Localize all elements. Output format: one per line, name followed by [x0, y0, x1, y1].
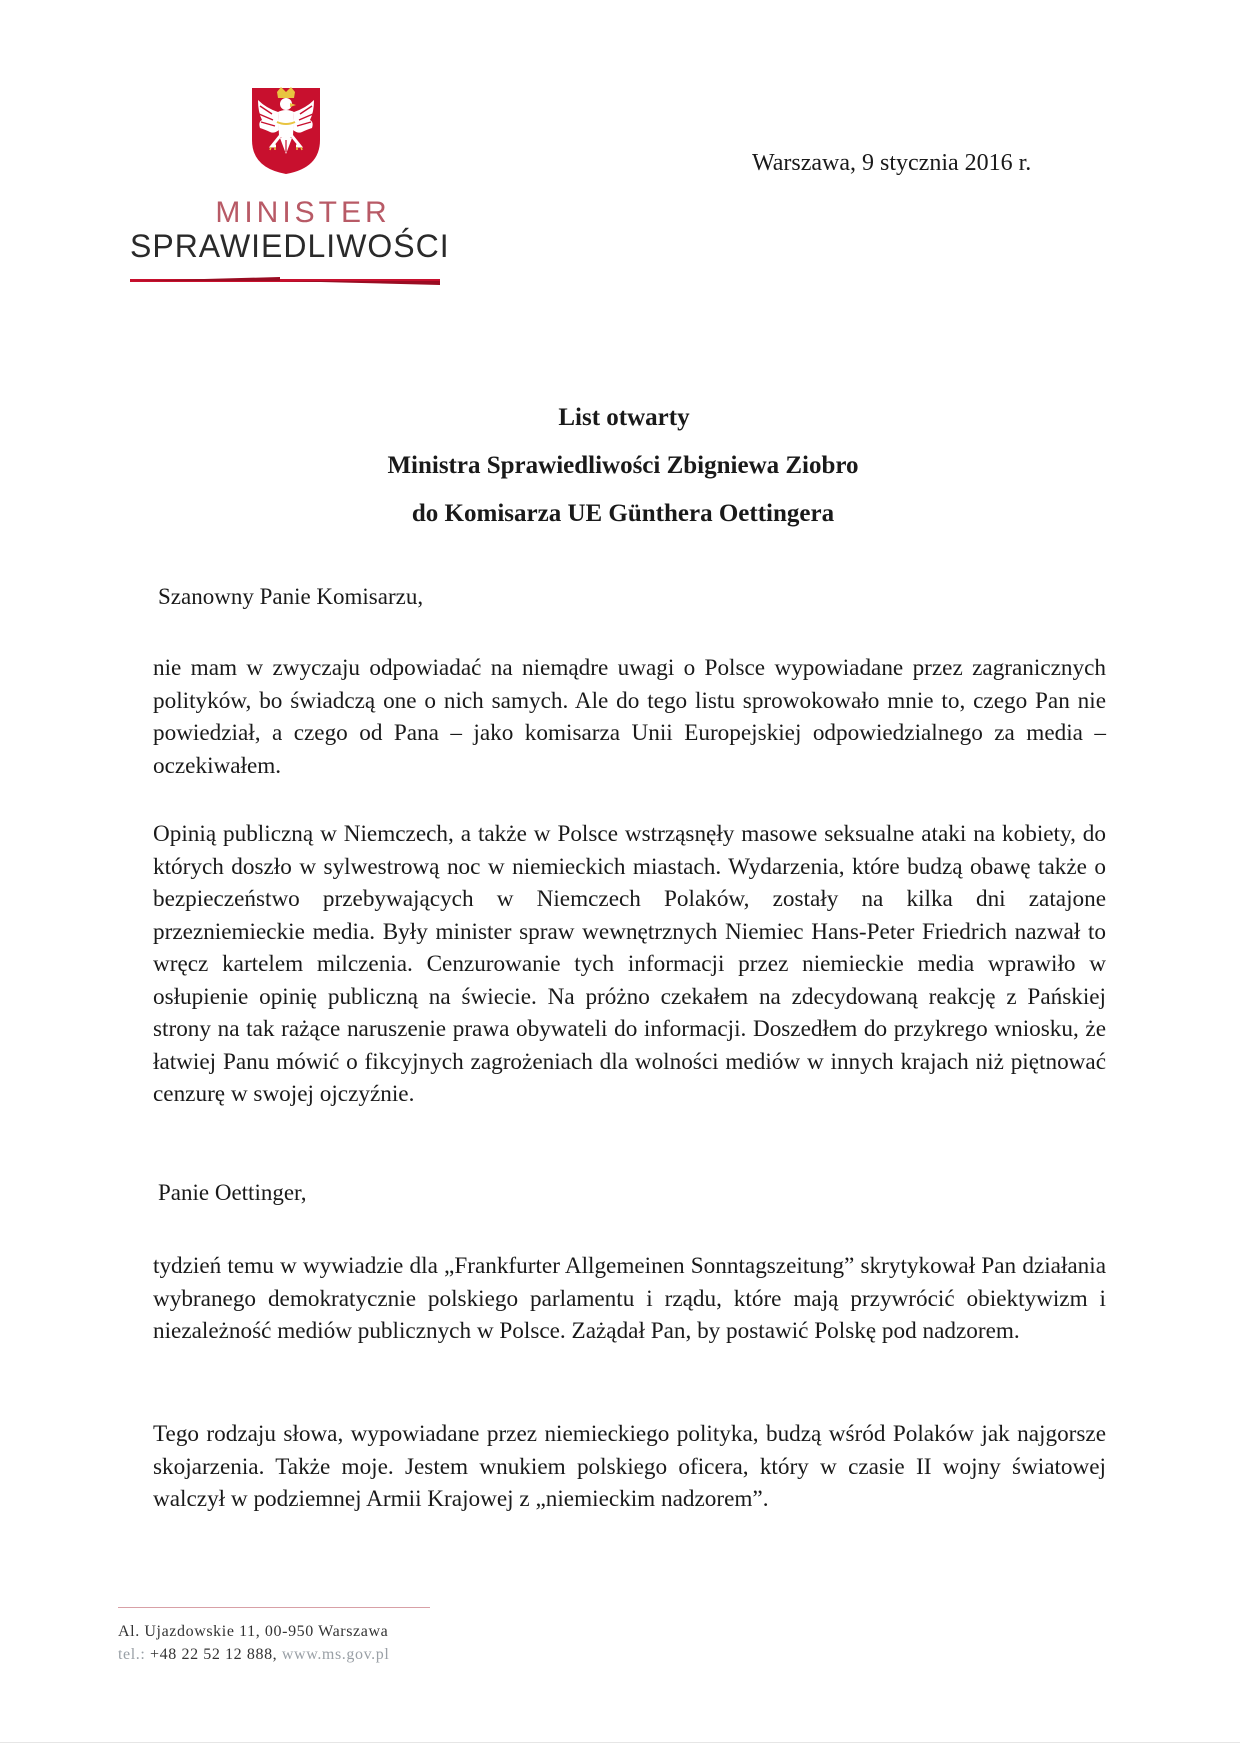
letter-title	[0, 394, 1240, 538]
footer-tel-label: tel.:	[118, 1646, 146, 1663]
polish-eagle-emblem-icon	[248, 78, 324, 176]
ministry-name-line1: MINISTER	[215, 196, 391, 229]
ministry-accent-bar	[130, 272, 440, 288]
salutation-opening: Szanowny Panie Komisarzu,	[158, 584, 424, 609]
paragraph-2: Opinią publiczną w Niemczech, a także w Polsce wstrząsnęły masowe seksualne ataki na kobiety, do których doszło w sylwestrową noc w niemieckich miastach. Wydarzenia, które budzą obawę także o bezpieczeństwo przebywających w Niemczech Polaków, zostały na kilka dni zatajone przezniemieckie media. Były minister spraw wewnętrznych Niemiec Hans-Peter Friedrich nazwał to wręcz kartelem milczenia. Cenzurowanie tych informacji przez niemieckie media wprawiło w osłupienie opinię publiczną na świecie. Na próżno czekałem na zdecydowaną reakcję z Pańskiej strony na tak rażące naruszenie prawa obywateli do informacji. Doszedłem do przykrego wniosku, że łatwiej Panu mówić o fikcyjnych zagrożeniach dla wolności mediów w innych krajach niż piętnować cenzurę w swojej ojczyźnie.	[153, 821, 1106, 1107]
place-and-date: Warszawa, 9 stycznia 2016 r.	[752, 150, 1032, 176]
paragraph-4: Tego rodzaju słowa, wypowiadane przez niemieckiego polityka, budzą wśród Polaków jak najgorsze skojarzenia. Także moje. Jestem wnukiem polskiego oficera, który w czasie II wojny światowej walczył w podziemnej Armii Krajowej z „niemieckim nadzorem”.	[153, 1421, 1106, 1512]
footer-contact	[118, 1646, 389, 1664]
scan-edge-line	[0, 1742, 1240, 1743]
footer-divider	[118, 1607, 430, 1608]
footer-tel-value: +48 22 52 12 888,	[150, 1646, 278, 1663]
title-line-3: do Komisarza UE Günthera Oettingera	[411, 500, 835, 527]
paragraph-3: tydzień temu w wywiadzie dla „Frankfurter Allgemeinen Sonntagszeitung” skrytykował Pan działania wybranego demokratycznie polskiego parlamentu i rządu, które mają przywrócić obiektywizm i niezależność mediów publicznych w Polsce. Zażądał Pan, by postawić Polskę pod nadzorem.	[153, 1253, 1106, 1344]
ministry-name-line2: SPRAWIEDLIWOŚCI	[130, 228, 450, 264]
paragraph-1: nie mam w zwyczaju odpowiadać na niemądre uwagi o Polsce wypowiadane przez zagranicznych polityków, bo świadczą one o nich samych. Ale do tego listu sprowokowało mnie to, czego Pan nie powiedział, a czego od Pana – jako komisarza Unii Europejskiej odpowiedzialnego za media – oczekiwałem.	[153, 655, 1106, 779]
title-line-2: Ministra Sprawiedliwości Zbigniewa Ziobro	[387, 452, 859, 479]
title-line-1: List otwarty	[558, 404, 690, 431]
salutation-second: Panie Oettinger,	[158, 1180, 307, 1205]
footer-website[interactable]: www.ms.gov.pl	[281, 1646, 390, 1663]
footer-address: Al. Ujazdowskie 11, 00-950 Warszawa	[118, 1623, 389, 1640]
